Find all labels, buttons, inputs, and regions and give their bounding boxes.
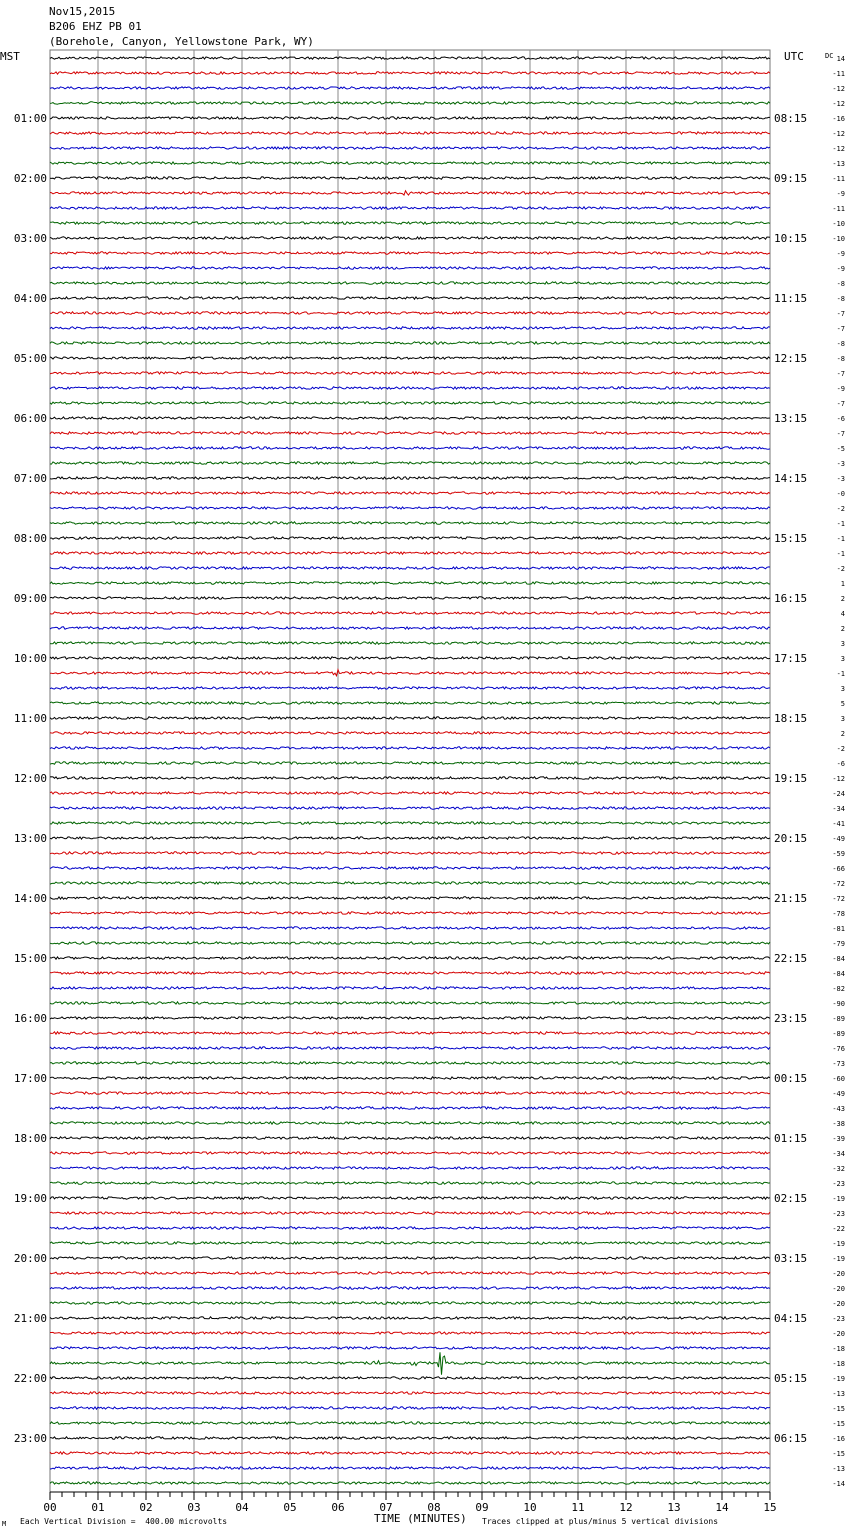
trace-line [50, 627, 770, 629]
dc-offset-label: -34 [832, 805, 845, 813]
dc-offset-label: -11 [832, 175, 845, 183]
trace-line [50, 1032, 770, 1034]
trace-line [50, 117, 770, 119]
trace-line [50, 687, 770, 689]
x-tick-label: 08 [427, 1501, 441, 1514]
trace-line [50, 492, 770, 494]
utc-hour-label: 14:15 [774, 472, 808, 485]
dc-offset-label: -66 [832, 865, 845, 873]
trace-line [50, 852, 770, 854]
mst-hour-label: 10:00 [13, 652, 47, 665]
dc-offset-label: -20 [832, 1300, 845, 1308]
right-timezone-label: UTC [784, 50, 804, 63]
trace-line [50, 1287, 770, 1289]
dc-offset-label: -84 [832, 955, 845, 963]
mst-hour-label: 20:00 [13, 1252, 47, 1265]
trace-line [50, 612, 770, 614]
mst-hour-label: 17:00 [13, 1072, 47, 1085]
dc-offset-label: -38 [832, 1120, 845, 1128]
dc-offset-label: -32 [832, 1165, 845, 1173]
footer-corner-mark: M [2, 1520, 7, 1528]
dc-offset-label: -12 [832, 775, 845, 783]
left-timezone-label: MST [0, 50, 20, 63]
trace-line [50, 897, 770, 899]
dc-offset-label: -19 [832, 1375, 845, 1383]
utc-hour-label: 01:15 [774, 1132, 808, 1145]
trace-line [50, 462, 770, 464]
trace-line [50, 942, 770, 944]
dc-offset-label: 14 [836, 55, 845, 63]
x-tick-label: 00 [43, 1501, 57, 1514]
trace-line [50, 432, 770, 434]
mst-hour-label: 12:00 [13, 772, 47, 785]
trace-line [50, 957, 770, 959]
x-tick-label: 04 [235, 1501, 249, 1514]
trace-line [50, 1212, 770, 1214]
dc-offset-label: -89 [832, 1015, 845, 1023]
trace-line [50, 642, 770, 644]
dc-offset-label: -23 [832, 1315, 845, 1323]
dc-offset-label: -82 [832, 985, 845, 993]
dc-offset-label: -73 [832, 1060, 845, 1068]
dc-offset-label: -1 [836, 535, 845, 543]
x-tick-label: 02 [139, 1501, 153, 1514]
trace-line [50, 1272, 770, 1274]
x-axis-label: TIME (MINUTES) [374, 1512, 467, 1525]
dc-offset-label: -13 [832, 160, 845, 168]
utc-hour-label: 10:15 [774, 232, 808, 245]
mst-hour-label: 19:00 [13, 1192, 47, 1205]
dc-offset-label: -7 [836, 325, 845, 333]
dc-offset-label: 3 [840, 655, 845, 663]
scale-note: Each Vertical Division = 400.00 microvolts [20, 1517, 228, 1526]
trace-line [50, 747, 770, 749]
x-tick-label: 01 [91, 1501, 105, 1514]
trace-line [50, 1482, 770, 1484]
trace-line [50, 567, 770, 569]
dc-offset-label: -34 [832, 1150, 845, 1158]
trace-line [50, 1452, 770, 1454]
utc-hour-label: 22:15 [774, 952, 808, 965]
trace-line [50, 267, 770, 269]
utc-hour-label: 08:15 [774, 112, 808, 125]
dc-offset-label: -14 [832, 1480, 845, 1488]
dc-offset-label: -0 [836, 490, 845, 498]
dc-offset-label: -13 [832, 1390, 845, 1398]
clip-note: Traces clipped at plus/minus 5 vertical divisions [482, 1517, 719, 1526]
dc-offset-label: -72 [832, 895, 845, 903]
trace-line [50, 342, 770, 344]
trace-line [50, 1302, 770, 1304]
trace-line [50, 312, 770, 314]
dc-offset-label: -2 [836, 745, 845, 753]
dc-offset-label: -6 [836, 415, 845, 423]
trace-line [50, 1077, 770, 1079]
trace-line [50, 837, 770, 839]
mst-hour-label: 13:00 [13, 832, 47, 845]
dc-offset-label: -3 [836, 475, 845, 483]
trace-line [50, 102, 770, 104]
trace-line [50, 1137, 770, 1139]
plot-frame [50, 50, 770, 1492]
mst-hour-label: 01:00 [13, 112, 47, 125]
trace-line [50, 72, 770, 74]
dc-offset-label: -16 [832, 1435, 845, 1443]
trace-line [50, 87, 770, 89]
dc-offset-label: -7 [836, 400, 845, 408]
mst-hour-label: 04:00 [13, 292, 47, 305]
dc-offset-label: -43 [832, 1105, 845, 1113]
mst-hour-label: 07:00 [13, 472, 47, 485]
mst-hour-label: 21:00 [13, 1312, 47, 1325]
x-tick-label: 13 [667, 1501, 681, 1514]
mst-hour-label: 23:00 [13, 1432, 47, 1445]
trace-line [50, 507, 770, 509]
utc-hour-label: 11:15 [774, 292, 808, 305]
trace-line [50, 297, 770, 299]
utc-hour-label: 05:15 [774, 1372, 808, 1385]
mst-hour-label: 22:00 [13, 1372, 47, 1385]
trace-line [50, 987, 770, 989]
dc-offset-label: -12 [832, 100, 845, 108]
dc-offset-label: -6 [836, 760, 845, 768]
utc-hour-label: 18:15 [774, 712, 808, 725]
trace-line [50, 597, 770, 599]
dc-offset-label: -39 [832, 1135, 845, 1143]
trace-line [50, 1422, 770, 1424]
x-tick-label: 06 [331, 1501, 345, 1514]
dc-offset-label: -12 [832, 85, 845, 93]
trace-line [50, 1352, 770, 1374]
trace-line [50, 1467, 770, 1469]
dc-offset-label: 1 [840, 580, 845, 588]
trace-line [50, 417, 770, 419]
trace-line [50, 402, 770, 404]
x-tick-label: 12 [619, 1501, 633, 1514]
trace-line [50, 867, 770, 869]
utc-hour-label: 16:15 [774, 592, 808, 605]
dc-offset-label: -90 [832, 1000, 845, 1008]
trace-line [50, 147, 770, 149]
dc-offset-label: -20 [832, 1270, 845, 1278]
trace-line [50, 1152, 770, 1154]
trace-line [50, 582, 770, 584]
dc-offset-label: -10 [832, 235, 845, 243]
mst-hour-label: 03:00 [13, 232, 47, 245]
utc-hour-label: 13:15 [774, 412, 808, 425]
utc-hour-label: 15:15 [774, 532, 808, 545]
utc-hour-label: 17:15 [774, 652, 808, 665]
dc-offset-label: -72 [832, 880, 845, 888]
dc-offset-label: 5 [840, 700, 845, 708]
trace-line [50, 1257, 770, 1259]
trace-line [50, 1167, 770, 1169]
dc-offset-label: -9 [836, 385, 845, 393]
utc-hour-label: 00:15 [774, 1072, 808, 1085]
dc-offset-label: -15 [832, 1405, 845, 1413]
mst-hour-label: 09:00 [13, 592, 47, 605]
utc-hour-label: 06:15 [774, 1432, 808, 1445]
trace-line [50, 1122, 770, 1124]
trace-line [50, 1197, 770, 1199]
utc-hour-label: 02:15 [774, 1192, 808, 1205]
mst-hour-label: 02:00 [13, 172, 47, 185]
trace-line [50, 1092, 770, 1094]
dc-offset-label: 2 [840, 730, 845, 738]
dc-offset-label: -9 [836, 265, 845, 273]
dc-offset-label: -11 [832, 70, 845, 78]
plot-date: Nov15,2015 [49, 5, 116, 18]
trace-line [50, 1347, 770, 1349]
dc-offset-label: -5 [836, 445, 845, 453]
trace-line [50, 1392, 770, 1394]
trace-line [50, 762, 770, 764]
trace-line [50, 237, 770, 239]
trace-line [50, 1407, 770, 1409]
mst-hour-label: 16:00 [13, 1012, 47, 1025]
dc-offset-label: -76 [832, 1045, 845, 1053]
utc-hour-label: 20:15 [774, 832, 808, 845]
mst-hour-label: 05:00 [13, 352, 47, 365]
dc-offset-label: -19 [832, 1240, 845, 1248]
dc-offset-label: -78 [832, 910, 845, 918]
trace-line [50, 222, 770, 224]
x-tick-label: 07 [379, 1501, 393, 1514]
dc-offset-label: -9 [836, 250, 845, 258]
trace-line [50, 372, 770, 374]
dc-offset-label: -15 [832, 1420, 845, 1428]
utc-hour-label: 03:15 [774, 1252, 808, 1265]
trace-line [50, 57, 770, 59]
trace-line [50, 252, 770, 254]
dc-offset-label: -59 [832, 850, 845, 858]
dc-offset-label: -8 [836, 280, 845, 288]
dc-offset-label: -89 [832, 1030, 845, 1038]
dc-offset-label: -7 [836, 310, 845, 318]
dc-offset-label: -7 [836, 370, 845, 378]
trace-line [50, 1107, 770, 1109]
utc-hour-label: 12:15 [774, 352, 808, 365]
dc-offset-label: -41 [832, 820, 845, 828]
dc-offset-label: 3 [840, 640, 845, 648]
trace-line [50, 1182, 770, 1184]
dc-offset-label: -20 [832, 1285, 845, 1293]
utc-hour-label: 04:15 [774, 1312, 808, 1325]
trace-line [50, 522, 770, 524]
utc-hour-label: 19:15 [774, 772, 808, 785]
dc-offset-label: -1 [836, 550, 845, 558]
dc-offset-label: 2 [840, 625, 845, 633]
dc-offset-label: -23 [832, 1180, 845, 1188]
utc-hour-label: 21:15 [774, 892, 808, 905]
trace-line [50, 702, 770, 704]
x-tick-label: 05 [283, 1501, 297, 1514]
trace-line [50, 177, 770, 179]
x-tick-label: 09 [475, 1501, 489, 1514]
trace-line [50, 777, 770, 779]
trace-line [50, 327, 770, 329]
trace-line [50, 282, 770, 284]
dc-offset-label: -10 [832, 220, 845, 228]
trace-line [50, 792, 770, 794]
trace-line [50, 387, 770, 389]
dc-offset-label: -9 [836, 190, 845, 198]
trace-line [50, 132, 770, 134]
station-name: B206 EHZ PB 01 [49, 20, 142, 33]
dc-offset-label: -23 [832, 1210, 845, 1218]
utc-hour-label: 23:15 [774, 1012, 808, 1025]
trace-line [50, 732, 770, 734]
dc-offset-label: -11 [832, 205, 845, 213]
mst-hour-label: 08:00 [13, 532, 47, 545]
trace-line [50, 1047, 770, 1049]
dc-offset-label: 3 [840, 715, 845, 723]
trace-line [50, 447, 770, 449]
station-location: (Borehole, Canyon, Yellowstone Park, WY) [49, 35, 314, 48]
trace-line [50, 1317, 770, 1319]
dc-offset-label: -49 [832, 1090, 845, 1098]
trace-line [50, 1242, 770, 1244]
dc-offset-label: -24 [832, 790, 845, 798]
trace-line [50, 552, 770, 554]
trace-line [50, 657, 770, 659]
dc-offset-label: -22 [832, 1225, 845, 1233]
dc-offset-label: -2 [836, 505, 845, 513]
dc-header-label: DC [825, 52, 834, 60]
trace-line [50, 207, 770, 209]
dc-offset-label: -12 [832, 130, 845, 138]
dc-offset-label: -7 [836, 430, 845, 438]
mst-hour-label: 11:00 [13, 712, 47, 725]
x-tick-label: 11 [571, 1501, 585, 1514]
dc-offset-label: -79 [832, 940, 845, 948]
trace-line [50, 927, 770, 929]
x-tick-label: 10 [523, 1501, 537, 1514]
dc-offset-label: -84 [832, 970, 845, 978]
dc-offset-label: -3 [836, 460, 845, 468]
dc-offset-label: -60 [832, 1075, 845, 1083]
trace-line [50, 537, 770, 539]
dc-offset-label: -19 [832, 1195, 845, 1203]
dc-offset-label: -15 [832, 1450, 845, 1458]
dc-offset-label: -13 [832, 1465, 845, 1473]
dc-offset-label: 2 [840, 595, 845, 603]
dc-offset-label: -8 [836, 295, 845, 303]
trace-line [50, 717, 770, 719]
trace-line [50, 1002, 770, 1004]
mst-hour-label: 18:00 [13, 1132, 47, 1145]
mst-hour-label: 15:00 [13, 952, 47, 965]
trace-line [50, 191, 770, 195]
trace-line [50, 972, 770, 974]
trace-line [50, 1227, 770, 1229]
trace-line [50, 882, 770, 884]
dc-offset-label: -49 [832, 835, 845, 843]
utc-hour-label: 09:15 [774, 172, 808, 185]
dc-offset-label: 3 [840, 685, 845, 693]
dc-offset-label: -8 [836, 355, 845, 363]
dc-offset-label: -2 [836, 565, 845, 573]
trace-line [50, 1062, 770, 1064]
trace-line [50, 162, 770, 164]
trace-line [50, 807, 770, 809]
trace-line [50, 1437, 770, 1439]
x-tick-label: 03 [187, 1501, 201, 1514]
trace-line [50, 912, 770, 914]
x-tick-label: 15 [763, 1501, 777, 1514]
trace-line [50, 822, 770, 824]
trace-line [50, 1377, 770, 1379]
dc-offset-label: -19 [832, 1255, 845, 1263]
trace-line [50, 357, 770, 359]
mst-hour-label: 14:00 [13, 892, 47, 905]
trace-line [50, 477, 770, 479]
mst-hour-label: 06:00 [13, 412, 47, 425]
dc-offset-label: -16 [832, 115, 845, 123]
dc-offset-label: -8 [836, 340, 845, 348]
dc-offset-label: -20 [832, 1330, 845, 1338]
dc-offset-label: -81 [832, 925, 845, 933]
dc-offset-label: -12 [832, 145, 845, 153]
trace-line [50, 1017, 770, 1019]
dc-offset-label: -1 [836, 670, 845, 678]
dc-offset-label: -18 [832, 1360, 845, 1368]
x-tick-label: 14 [715, 1501, 729, 1514]
dc-offset-label: -1 [836, 520, 845, 528]
trace-line [50, 1332, 770, 1334]
trace-line [50, 670, 770, 676]
dc-offset-label: 4 [840, 610, 845, 618]
dc-offset-label: -18 [832, 1345, 845, 1353]
